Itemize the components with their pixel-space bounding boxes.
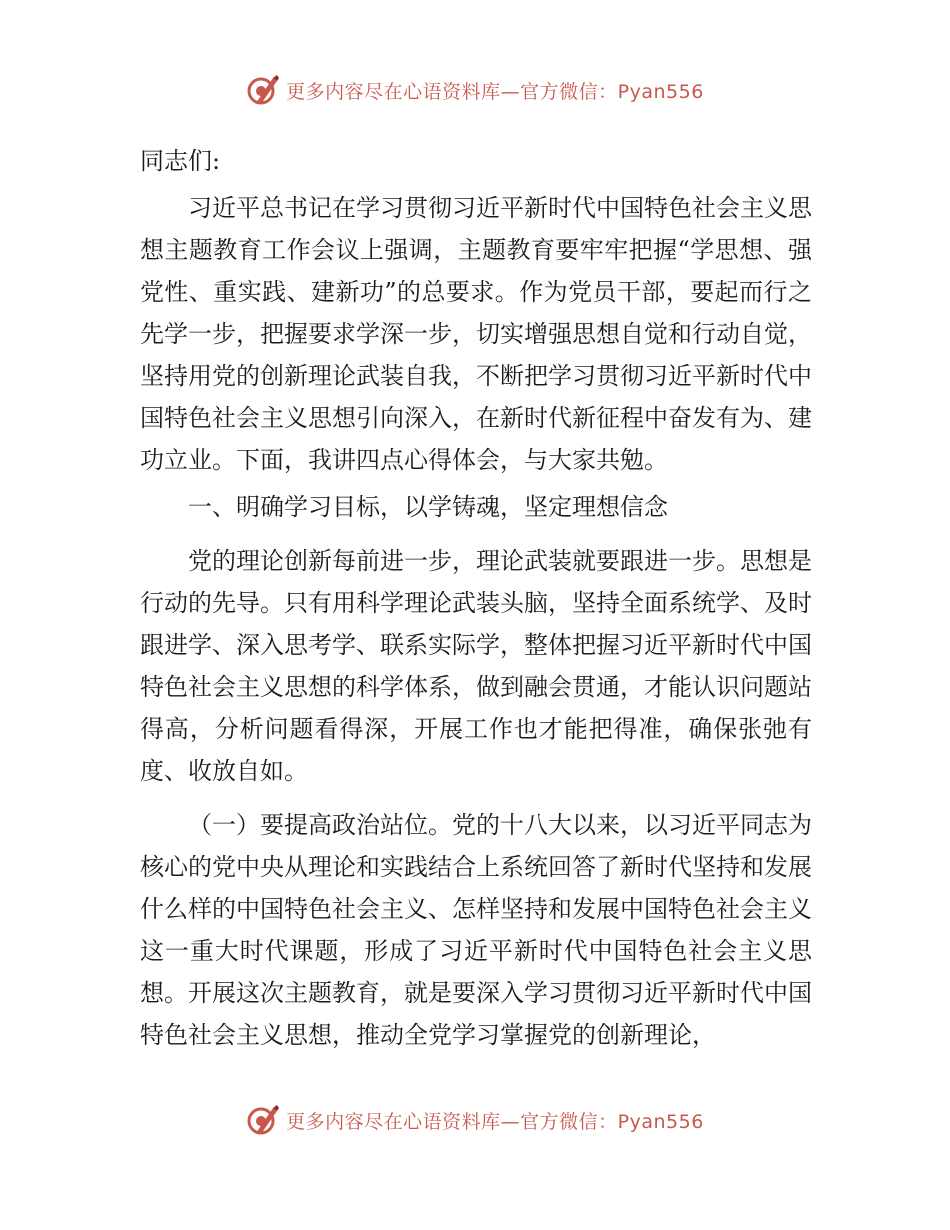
footer-watermark-banner	[0, 1098, 950, 1142]
footer-watermark-text: 更多内容尽在心语资料库—官方微信：Pyan556	[286, 1110, 704, 1133]
pen-logo-icon	[246, 73, 280, 107]
header-watermark-banner	[0, 68, 950, 112]
section-heading-1: 一、明确学习目标，以学铸魂，坚定理想信念	[188, 493, 668, 521]
intro-paragraph: 习近平总书记在学习贯彻习近平新时代中国特色社会主义思想主题教育工作会议上强调，主题教育要牢牢把握“学思想、强党性、重实践、建新功”的总要求。作为党员干部，要起而行之先学一步，把握要求学深一步，切实增强思想自觉和行动自觉，坚持用党的创新理论武装自我，不断把学习贯彻习近平新时代中国特色社会主义思想引向深入，在新时代新征程中奋发有为、建功立业。下面，我讲四点心得体会，与大家共勉。	[140, 194, 812, 474]
section1-paragraph: 党的理论创新每前进一步，理论武装就要跟进一步。思想是行动的先导。只有用科学理论武装头脑，坚持全面系统学、及时跟进学、深入思考学、联系实际学，整体把握习近平新时代中国特色社会主义思想的科学体系，做到融会贯通，才能认识问题站得高，分析问题看得深，开展工作也才能把得准，确保张弛有度、收放自如。	[140, 547, 812, 785]
header-watermark-text: 更多内容尽在心语资料库—官方微信：Pyan556	[286, 80, 704, 103]
subsection-paragraph-1: （一）要提高政治站位。党的十八大以来，以习近平同志为核心的党中央从理论和实践结合上系统回答了新时代坚持和发展什么样的中国特色社会主义、怎样坚持和发展中国特色社会主义这一重大时代课题，形成了习近平新时代中国特色社会主义思想。开展这次主题教育，就是要深入学习贯彻习近平新时代中国特色社会主义思想，推动全党学习掌握党的创新理论，	[140, 811, 812, 1049]
pen-logo-icon	[246, 1103, 280, 1137]
document-body	[140, 140, 812, 1056]
salutation: 同志们:	[140, 147, 221, 175]
